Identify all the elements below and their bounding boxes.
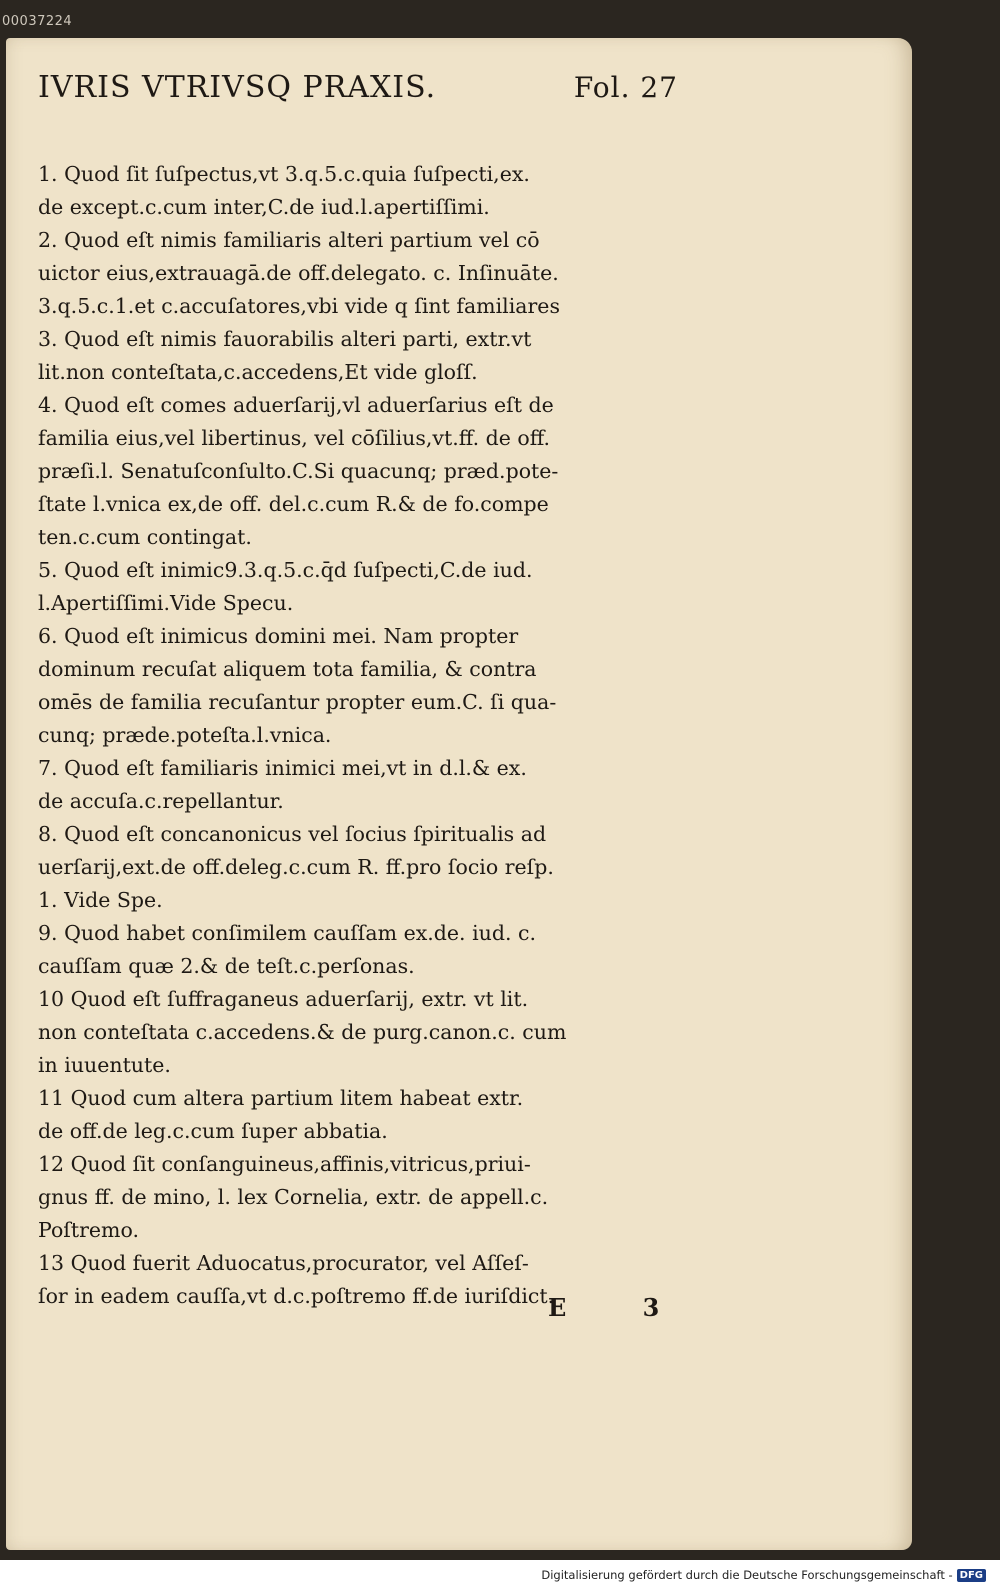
text-line: cauſſam quæ 2.& de teſt.c.perſonas. bbox=[38, 954, 415, 978]
text-line: 5. Quod eſt inimic9.3.q.5.c.q̄d ſuſpecti,C.de iud. bbox=[38, 558, 533, 582]
text-line: lit.non conteſtata,c.accedens,Et vide gloſſ. bbox=[38, 360, 478, 384]
text-line: 8. Quod eſt concanonicus vel ſocius ſpiritualis ad bbox=[38, 822, 547, 846]
text-line: ten.c.cum contingat. bbox=[38, 525, 252, 549]
text-line: 10 Quod eſt ſuffraganeus aduerſarij, extr. vt lit. bbox=[38, 987, 529, 1011]
text-line: 12 Quod ſit conſanguineus,affinis,vitricus,priui- bbox=[38, 1152, 531, 1176]
text-line: non conteſtata c.accedens.& de purg.canon.c. cum bbox=[38, 1020, 567, 1044]
scan-id: 00037224 bbox=[2, 14, 73, 29]
folio-number: Fol. 27 bbox=[573, 71, 678, 104]
text-line: 3. Quod eſt nimis fauorabilis alteri parti, extr.vt bbox=[38, 327, 532, 351]
text-line: de off.de leg.c.cum ſuper abbatia. bbox=[38, 1119, 388, 1143]
text-line: in iuuentute. bbox=[38, 1053, 171, 1077]
text-line: 2. Quod eſt nimis familiaris alteri partium vel cō bbox=[38, 228, 540, 252]
text-line: 1. Quod ſit ſuſpectus,vt 3.q.5.c.quia ſuſpecti,ex. bbox=[38, 162, 530, 186]
text-line: omēs de familia recuſantur propter eum.C. ſi qua- bbox=[38, 690, 557, 714]
text-line: 6. Quod eſt inimicus domini mei. Nam propter bbox=[38, 624, 519, 648]
text-line: 13 Quod fuerit Aduocatus,procurator, vel Aſſeſ- bbox=[38, 1251, 529, 1275]
text-line: l.Apertiſſimi.Vide Specu. bbox=[38, 591, 294, 615]
dfg-logo-icon: DFG bbox=[957, 1569, 986, 1582]
text-line: ſtate l.vnica ex,de off. del.c.cum R.& de fo.compe bbox=[38, 492, 549, 516]
text-line: ſor in eadem cauſſa,vt d.c.poſtremo ff.de iuriſdict. bbox=[38, 1284, 555, 1308]
text-body bbox=[38, 158, 698, 1313]
running-title: IVRIS VTRIVSQ PRAXIS. bbox=[38, 70, 437, 105]
text-line: 1. Vide Spe. bbox=[38, 888, 163, 912]
text-line: 7. Quod eſt familiaris inimici mei,vt in d.l.& ex. bbox=[38, 756, 527, 780]
text-line: de except.c.cum inter,C.de iud.l.apertiſſimi. bbox=[38, 195, 490, 219]
text-line: Poſtremo. bbox=[38, 1218, 139, 1242]
footer-credit: Digitalisierung gefördert durch die Deutsche Forschungsgemeinschaft - bbox=[541, 1568, 953, 1582]
running-header bbox=[38, 70, 678, 120]
text-line: uictor eius,extrauagā.de off.delegato. c. Inſinuāte. bbox=[38, 261, 559, 285]
text-line: de accuſa.c.repellantur. bbox=[38, 789, 284, 813]
text-line: 4. Quod eſt comes aduerſarij,vl aduerſarius eſt de bbox=[38, 393, 554, 417]
text-line: dominum recuſat aliquem tota familia, & contra bbox=[38, 657, 537, 681]
text-line: gnus ff. de mino, l. lex Cornelia, extr. de appell.c. bbox=[38, 1185, 549, 1209]
text-line: 9. Quod habet conſimilem cauſſam ex.de. iud. c. bbox=[38, 921, 536, 945]
text-line: 3.q.5.c.1.et c.accuſatores,vbi vide q ſint familiares bbox=[38, 294, 560, 318]
text-line: 11 Quod cum altera partium litem habeat extr. bbox=[38, 1086, 524, 1110]
signature-mark: E 3 bbox=[548, 1293, 694, 1322]
text-line: uerſarij,ext.de off.deleg.c.cum R. ff.pro ſocio reſp. bbox=[38, 855, 554, 879]
text-line: cunq; præde.poteſta.l.vnica. bbox=[38, 723, 332, 747]
text-line: præſi.l. Senatuſconſulto.C.Si quacunq; præd.pote- bbox=[38, 459, 559, 483]
text-line: familia eius,vel libertinus, vel cōſilius,vt.ff. de off. bbox=[38, 426, 551, 450]
digitization-footer bbox=[541, 1568, 986, 1582]
